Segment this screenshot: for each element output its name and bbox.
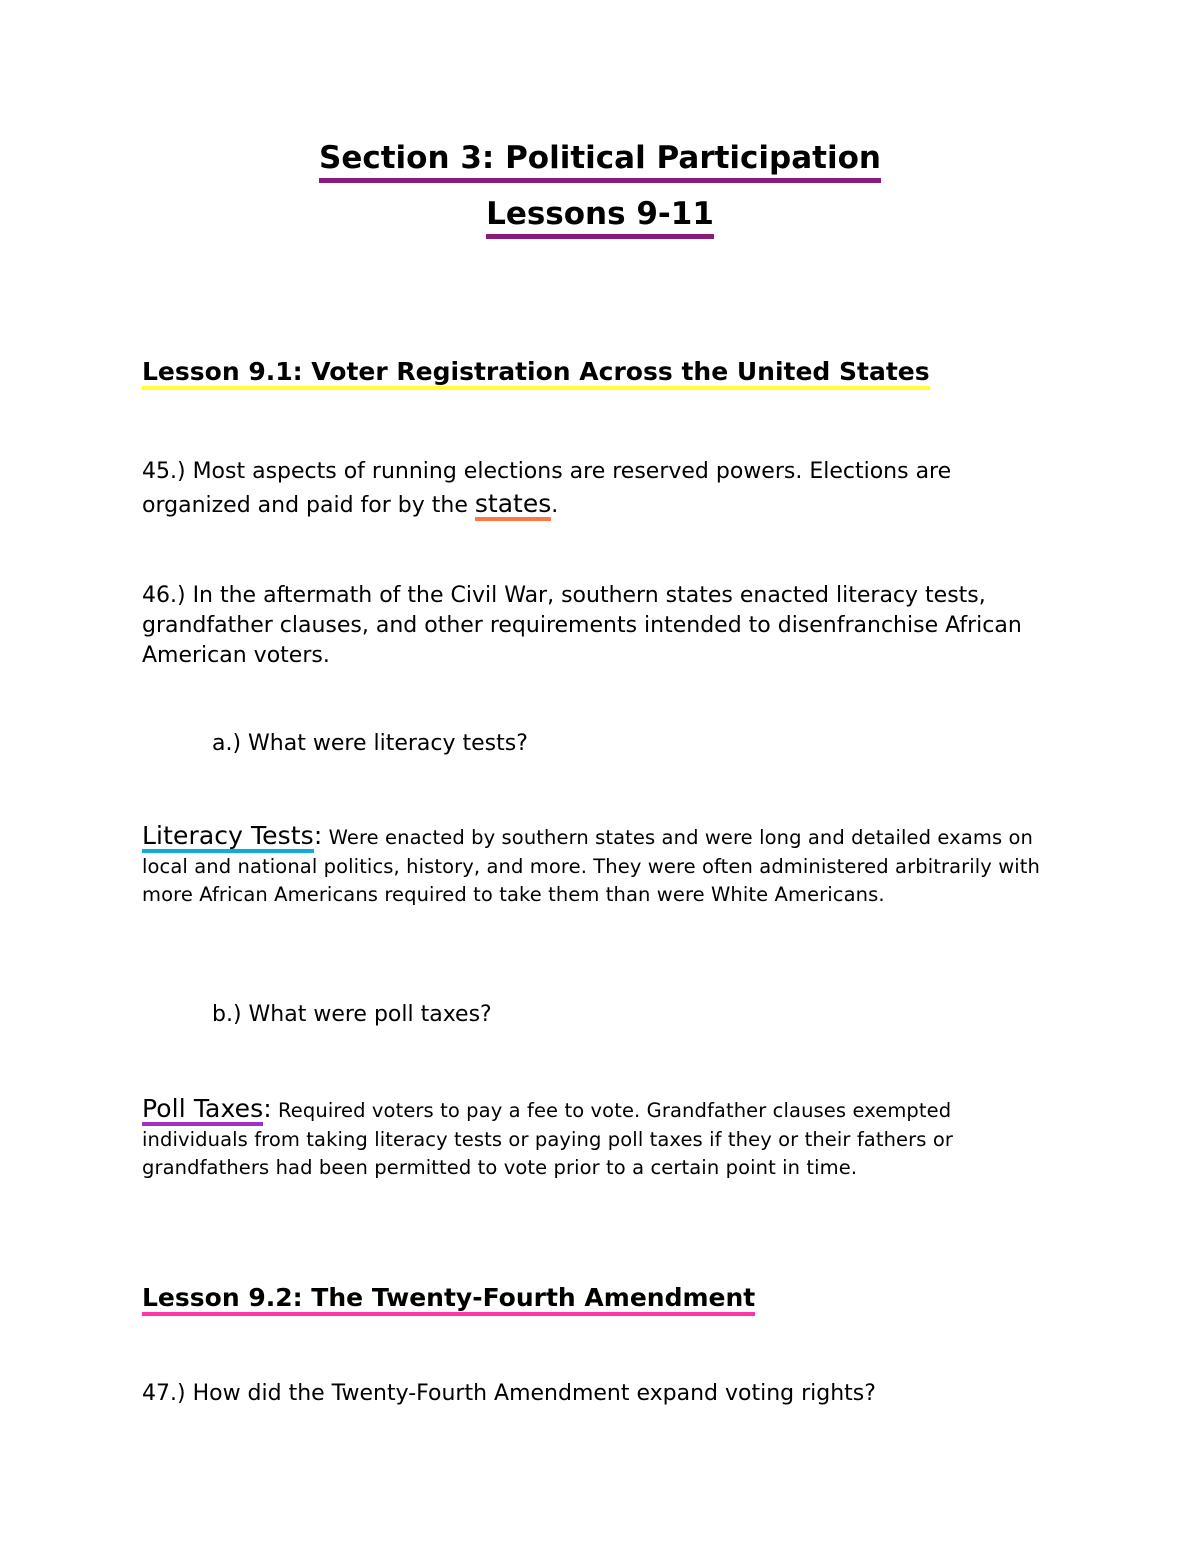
poll-taxes-term: Poll Taxes	[142, 1096, 263, 1126]
question-45-end: .	[551, 493, 559, 518]
question-45-text: 45.) Most aspects of running elections are reserved powers. Elections are organized and paid for by the	[142, 459, 952, 518]
lesson-9-2-heading-text: Lesson 9.2: The Twenty-Fourth Amendment	[142, 1283, 755, 1316]
question-46a: a.) What were literacy tests?	[212, 731, 528, 756]
page-title-text: Section 3: Political Participation	[319, 140, 881, 183]
literacy-tests-definition	[142, 822, 1042, 909]
page-subtitle	[0, 196, 1200, 239]
page-title	[0, 140, 1200, 183]
literacy-tests-colon: :	[313, 821, 323, 850]
literacy-tests-text: Were enacted by southern states and were long and detailed exams on local and national politics, history, and more. They were often administered arbitrarily with more African Americans required to take them than were White Americans.	[142, 826, 1040, 906]
question-46	[142, 581, 1062, 671]
answer-states: states	[475, 491, 551, 521]
page-subtitle-text: Lessons 9-11	[486, 196, 714, 239]
question-46-text: 46.) In the aftermath of the Civil War, southern states enacted literacy tests, grandfather clauses, and other requirements intended to disenfranchise African American voters.	[142, 583, 1022, 668]
question-45	[142, 455, 1062, 523]
lesson-9-2-heading	[142, 1283, 755, 1316]
poll-taxes-text: Required voters to pay a fee to vote. Grandfather clauses exempted individuals from taking literacy tests or paying poll taxes if they or their fathers or grandfathers had been permitted to vote prior to a certain point in time.	[142, 1099, 953, 1179]
poll-taxes-colon: :	[263, 1094, 272, 1123]
lesson-9-1-heading	[142, 357, 930, 390]
literacy-tests-term: Literacy Tests	[142, 823, 314, 853]
poll-taxes-definition	[142, 1095, 1042, 1182]
lesson-9-1-heading-text: Lesson 9.1: Voter Registration Across the United States	[142, 357, 930, 390]
question-47: 47.) How did the Twenty-Fourth Amendment expand voting rights?	[142, 1381, 876, 1406]
question-46b: b.) What were poll taxes?	[212, 1002, 492, 1027]
